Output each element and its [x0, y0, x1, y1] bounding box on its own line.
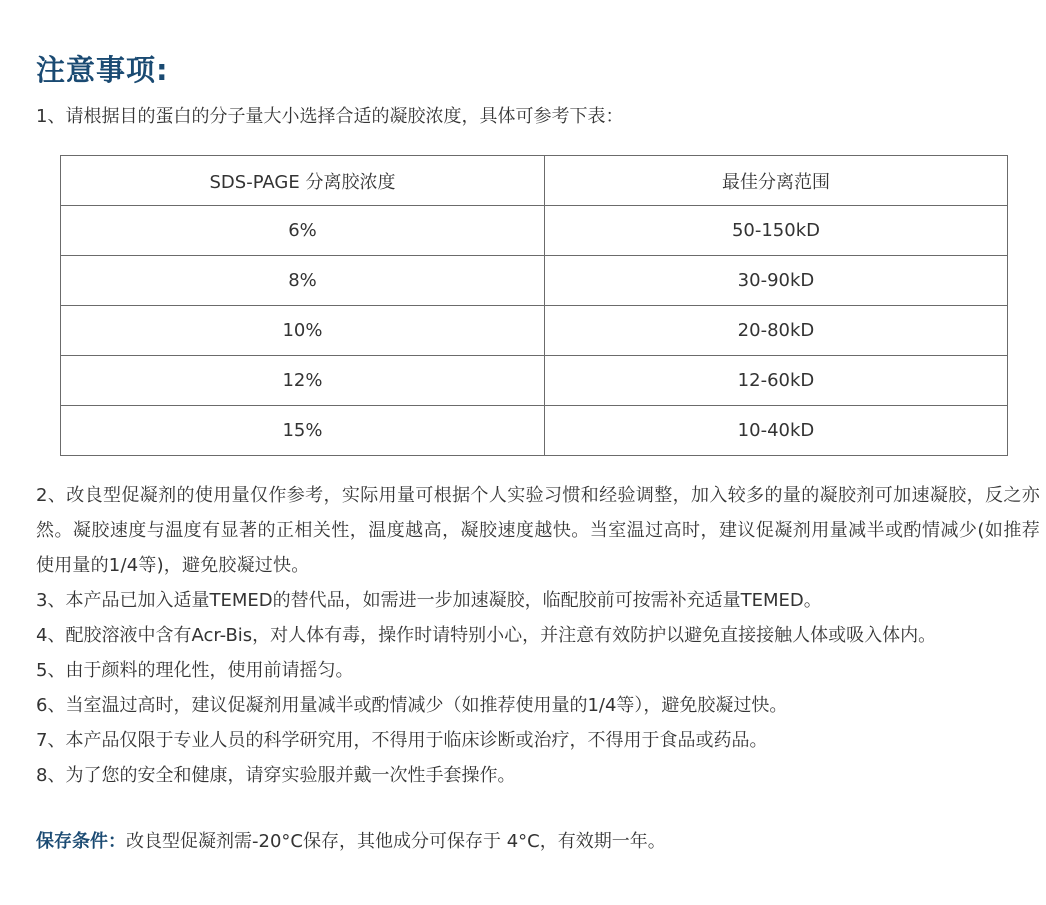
cell-concentration: 15%	[61, 406, 545, 456]
note-1-intro: 1、请根据目的蛋白的分子量大小选择合适的凝胶浓度，具体可参考下表：	[36, 106, 624, 127]
cell-range: 30-90kD	[544, 256, 1007, 306]
storage-label: 保存条件：	[36, 831, 126, 852]
table-row	[61, 306, 1008, 356]
cell-range: 12-60kD	[544, 356, 1007, 406]
note-2-coagulant-dosage: 2、改良型促凝剂的使用量仅作参考，实际用量可根据个人实验习惯和经验调整，加入较多的量的凝胶剂可加速凝胶，反之亦然。凝胶速度与温度有显著的正相关性，温度越高，凝胶速度越快。当室温过高时，建议促凝剂用量减半或酌情减少(如推荐使用量的1/4等)，避免胶凝过快。	[36, 485, 1040, 576]
note-7-research-only: 7、本产品仅限于专业人员的科学研究用，不得用于临床诊断或治疗，不得用于食品或药品。	[36, 730, 768, 751]
storage-conditions	[36, 824, 666, 859]
cell-range: 50-150kD	[544, 206, 1007, 256]
note-8-safety: 8、为了您的安全和健康，请穿实验服并戴一次性手套操作。	[36, 765, 516, 786]
cell-concentration: 6%	[61, 206, 545, 256]
storage-text: 改良型促凝剂需-20°C保存，其他成分可保存于 4°C，有效期一年。	[126, 831, 666, 852]
table-row	[61, 406, 1008, 456]
header-separation-range: 最佳分离范围	[544, 156, 1007, 206]
note-4-toxicity: 4、配胶溶液中含有Acr-Bis，对人体有毒，操作时请特别小心，并注意有效防护以避免直接接触人体或吸入体内。	[36, 625, 937, 646]
note-6-temperature: 6、当室温过高时，建议促凝剂用量减半或酌情减少（如推荐使用量的1/4等），避免胶凝过快。	[36, 695, 788, 716]
table-row	[61, 256, 1008, 306]
cell-range: 10-40kD	[544, 406, 1007, 456]
header-gel-concentration: SDS-PAGE 分离胶浓度	[61, 156, 545, 206]
note-5-shake: 5、由于颜料的理化性，使用前请摇匀。	[36, 660, 354, 681]
table-header-row	[61, 156, 1008, 206]
cell-concentration: 12%	[61, 356, 545, 406]
page-title: 注意事项:	[36, 53, 169, 87]
cell-concentration: 10%	[61, 306, 545, 356]
table-row	[61, 206, 1008, 256]
notes-list	[36, 478, 1040, 793]
note-3-temed: 3、本产品已加入适量TEMED的替代品，如需进一步加速凝胶，临配胶前可按需补充适量TEMED。	[36, 590, 822, 611]
cell-range: 20-80kD	[544, 306, 1007, 356]
table-row	[61, 356, 1008, 406]
cell-concentration: 8%	[61, 256, 545, 306]
gel-concentration-table	[60, 155, 1008, 456]
